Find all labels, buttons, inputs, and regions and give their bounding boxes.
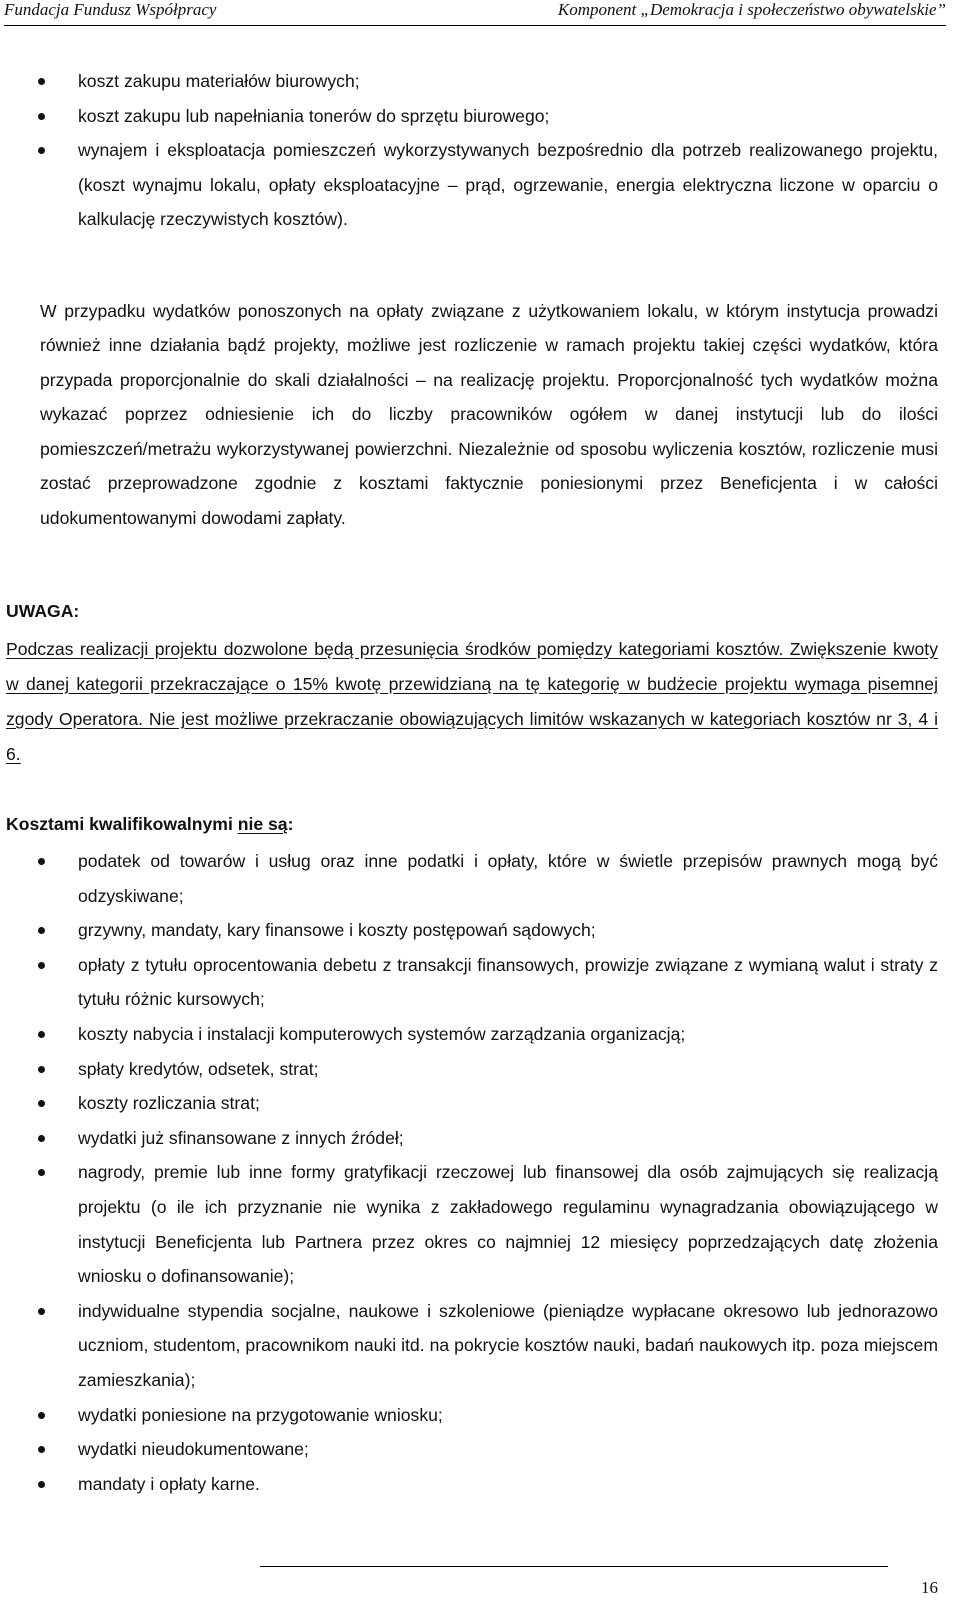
- bullet-icon: [38, 1135, 45, 1142]
- list-item: indywidualne stypendia socjalne, naukowe i szkoleniowe (pieniądze wypłacane okresowo lub jednorazowo uczniom, studentom, pracownikom nauki itd. na pokrycie kosztów nauki, badań naukowych itp. poza miejscem zamieszkania);: [0, 1294, 938, 1398]
- page-number: 16: [921, 1578, 938, 1597]
- premises-cost-paragraph: W przypadku wydatków ponoszonych na opłaty związane z użytkowaniem lokalu, w którym instytucja prowadzi również inne działania bądź projekty, możliwe jest rozliczenie w ramach projektu takiej części wydatków, która przypada proporcjonalnie do skali działalności – na realizację projektu. Proporcjonalność tych wydatków można wykazać poprzez odniesienie ich do liczby pracowników ogółem w danej instytucji lub do ilości pomieszczeń/metrażu wykorzystywanej powierzchni. Niezależnie od sposobu wyliczenia kosztów, rozliczenie musi zostać przeprowadzone zgodnie z kosztami faktycznie poniesionymi przez Beneficjenta i w całości udokumentowanymi dowodami zapłaty.: [40, 300, 938, 528]
- bullet-icon: [38, 858, 45, 865]
- bullet-icon: [38, 1446, 45, 1453]
- list-item: grzywny, mandaty, kary finansowe i koszty postępowań sądowych;: [0, 913, 938, 948]
- list-item: koszty rozliczania strat;: [0, 1086, 938, 1121]
- note-heading: UWAGA:: [6, 601, 80, 621]
- bullet-icon: [38, 1308, 45, 1315]
- bullet-icon: [38, 962, 45, 969]
- non-eligible-costs-list: [0, 844, 938, 1501]
- header-rule: [4, 25, 946, 26]
- note-body: Podczas realizacji projektu dozwolone będą przesunięcia środków pomiędzy kategoriami kosztów. Zwiększenie kwoty w danej kategorii przekraczające o 15% kwotę przewidzianą na tę kategorię w budżecie projektu wymaga pisemnej zgody Operatora. Nie jest możliwe przekraczanie obowiązujących limitów wskazanych w kategoriach kosztów nr 3, 4 i 6.: [6, 639, 938, 764]
- eligible-costs-list: [0, 64, 938, 237]
- list-item: mandaty i opłaty karne.: [0, 1467, 938, 1502]
- bullet-icon: [38, 927, 45, 934]
- list-item: koszty nabycia i instalacji komputerowych systemów zarządzania organizacją;: [0, 1017, 938, 1052]
- list-item: podatek od towarów i usług oraz inne podatki i opłaty, które w świetle przepisów prawnych mogą być odzyskiwane;: [0, 844, 938, 913]
- heading-emphasis: nie są: [237, 814, 288, 834]
- bullet-icon: [38, 113, 45, 120]
- footer-rule: [260, 1566, 888, 1567]
- bullet-icon: [38, 1031, 45, 1038]
- bullet-icon: [38, 147, 45, 154]
- heading-prefix: Kosztami kwalifikowalnymi: [6, 814, 238, 834]
- list-item: wynajem i eksploatacja pomieszczeń wykorzystywanych bezpośrednio dla potrzeb realizowanego projektu, (koszt wynajmu lokalu, opłaty eksploatacyjne – prąd, ogrzewanie, energia elektryczna liczone w oparciu o kalkulację rzeczywistych kosztów).: [0, 133, 938, 237]
- list-item: koszt zakupu lub napełniania tonerów do sprzętu biurowego;: [0, 99, 938, 134]
- list-item: spłaty kredytów, odsetek, strat;: [0, 1052, 938, 1087]
- non-eligible-costs-heading: [6, 810, 293, 838]
- bullet-icon: [38, 1412, 45, 1419]
- bullet-icon: [38, 78, 45, 85]
- running-header: [4, 0, 946, 24]
- list-item: koszt zakupu materiałów biurowych;: [0, 64, 938, 99]
- list-item: wydatki już sfinansowane z innych źródeł;: [0, 1121, 938, 1156]
- bullet-icon: [38, 1100, 45, 1107]
- list-item: opłaty z tytułu oprocentowania debetu z transakcji finansowych, prowizje związane z wymianą walut i straty z tytułu różnic kursowych;: [0, 948, 938, 1017]
- bullet-icon: [38, 1169, 45, 1176]
- header-organization: Fundacja Fundusz Współpracy: [4, 0, 217, 19]
- bullet-icon: [38, 1481, 45, 1488]
- header-component: Komponent „Demokracja i społeczeństwo obywatelskie”: [557, 0, 946, 19]
- list-item: nagrody, premie lub inne formy gratyfikacji rzeczowej lub finansowej dla osób zajmujących się realizacją projektu (o ile ich przyznanie nie wynika z zakładowego regulaminu wynagradzania obowiązującego w instytucji Beneficjenta lub Partnera przez okres co najmniej 12 miesięcy poprzedzających datę złożenia wniosku o dofinansowanie);: [0, 1155, 938, 1293]
- bullet-icon: [38, 1066, 45, 1073]
- list-item: wydatki poniesione na przygotowanie wniosku;: [0, 1398, 938, 1433]
- heading-suffix: :: [287, 814, 294, 834]
- list-item: wydatki nieudokumentowane;: [0, 1432, 938, 1467]
